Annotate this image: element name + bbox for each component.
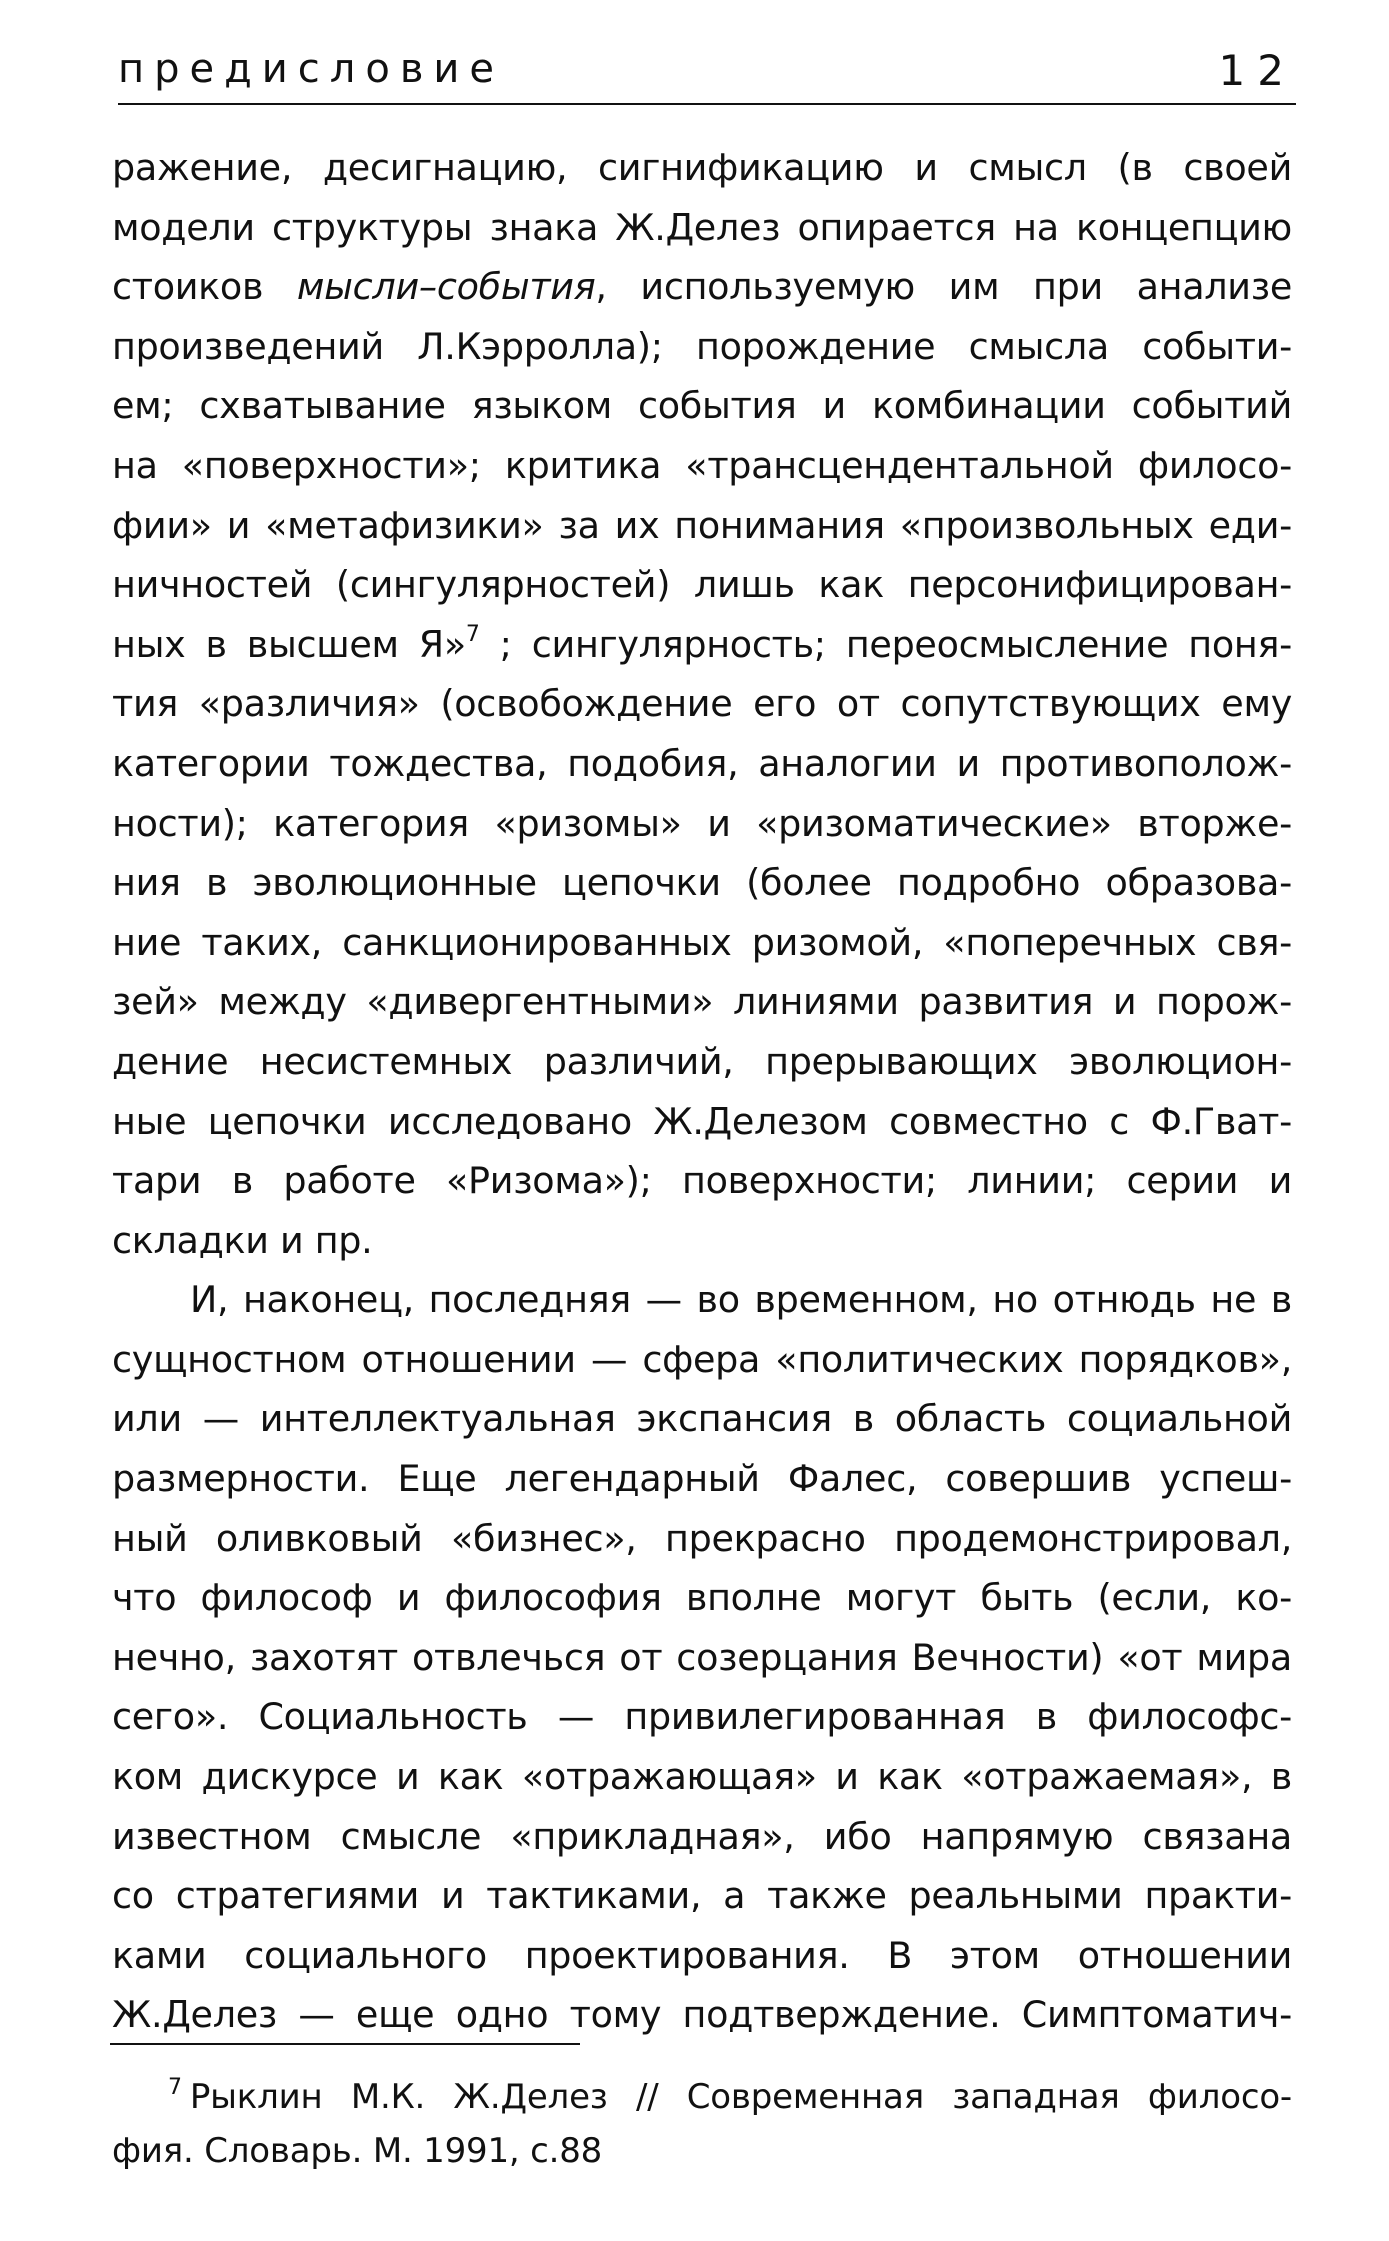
text-line: ками социального проектирования. В этом отношении xyxy=(112,1933,1292,1977)
text-line: что философ и философия вполне могут быть (если, ко- xyxy=(112,1576,1292,1620)
text-line: Ж.Делез — еще одно тому подтверждение. Симптоматич- xyxy=(112,1993,1292,2037)
text-line xyxy=(112,615,1292,675)
page-header xyxy=(118,46,1296,106)
footnote xyxy=(112,2070,1292,2178)
text-line: ные цепочки исследовано Ж.Делезом совместно с Ф.Гват- xyxy=(112,1099,1292,1143)
text-line: категории тождества, подобия, аналогии и противополож- xyxy=(112,741,1292,785)
text-line: складки и пр. xyxy=(112,1218,373,1262)
text-line: сего». Социальность — привилегированная в философс- xyxy=(112,1695,1292,1739)
text-line: ный оливковый «бизнес», прекрасно продемонстрировал, xyxy=(112,1516,1292,1560)
text-line: ние таких, санкционированных ризомой, «поперечных свя- xyxy=(112,920,1292,964)
text-line: ности); категория «ризомы» и «ризоматические» вторже- xyxy=(112,801,1292,845)
footnote-reference[interactable]: 7 xyxy=(465,621,480,647)
text-line: со стратегиями и тактиками, а также реальными практи- xyxy=(112,1874,1292,1918)
text-line: на «поверхности»; критика «трансцендентальной филосо- xyxy=(112,443,1292,487)
text-line: ражение, десигнацию, сигнификацию и смысл (в своей xyxy=(112,146,1292,189)
body-text xyxy=(112,138,1292,2045)
text-fragment: , используемую им при анализе xyxy=(595,265,1292,309)
text-line: дение несистемных различий, прерывающих эволюцион- xyxy=(112,1039,1292,1083)
text-line: или — интеллектуальная экспансия в область социальной xyxy=(112,1397,1292,1441)
text-line xyxy=(112,257,1292,317)
text-line: тари в работе «Ризома»); поверхности; линии; серии и xyxy=(112,1159,1292,1203)
page-number: 12 xyxy=(1218,46,1296,95)
text-fragment: стоиков xyxy=(112,265,297,309)
text-line: сущностном отношении — сфера «политических порядков», xyxy=(112,1337,1292,1381)
text-line: известном смысле «прикладная», ибо напрямую связана xyxy=(112,1814,1292,1858)
text-line: тия «различия» (освобождение его от сопутствующих ему xyxy=(112,682,1292,726)
text-fragment: ; сингулярность; переосмысление поня- xyxy=(479,622,1292,666)
text-fragment: ных в высшем Я» xyxy=(112,622,466,666)
text-line: нечно, захотят отвлечься от созерцания Вечности) «от мира xyxy=(112,1635,1292,1679)
text-line: ничностей (сингулярностей) лишь как персонифицирован- xyxy=(112,563,1292,607)
text-line: И, наконец, последняя — во временном, но отнюдь не в xyxy=(190,1278,1292,1322)
italic-term: мысли–события xyxy=(296,265,596,309)
text-line: ем; схватывание языком события и комбинации событий xyxy=(112,384,1292,428)
text-line: размерности. Еще легендарный Фалес, совершив успеш- xyxy=(112,1457,1292,1501)
text-line: фии» и «метафизики» за их понимания «произвольных еди- xyxy=(112,503,1292,547)
text-line: ком дискурсе и как «отражающая» и как «отражаемая», в xyxy=(112,1755,1292,1799)
footnote-rule xyxy=(110,2043,580,2045)
footnote-line xyxy=(112,2070,1292,2124)
text-line: ния в эволюционные цепочки (более подробно образова- xyxy=(112,861,1292,905)
footnote-text: Рыклин М.К. Ж.Делез // Современная западная филосо- xyxy=(189,2077,1292,2117)
footnote-line: фия. Словарь. М. 1991, с.88 xyxy=(112,2131,603,2171)
footnote-marker: 7 xyxy=(168,2075,182,2100)
text-line: произведений Л.Кэрролла); порождение смысла событи- xyxy=(112,324,1292,368)
text-line: зей» между «дивергентными» линиями развития и порож- xyxy=(112,980,1292,1024)
running-title: предисловие xyxy=(118,46,505,92)
header-rule xyxy=(118,103,1296,105)
text-line: модели структуры знака Ж.Делез опирается на концепцию xyxy=(112,205,1292,249)
